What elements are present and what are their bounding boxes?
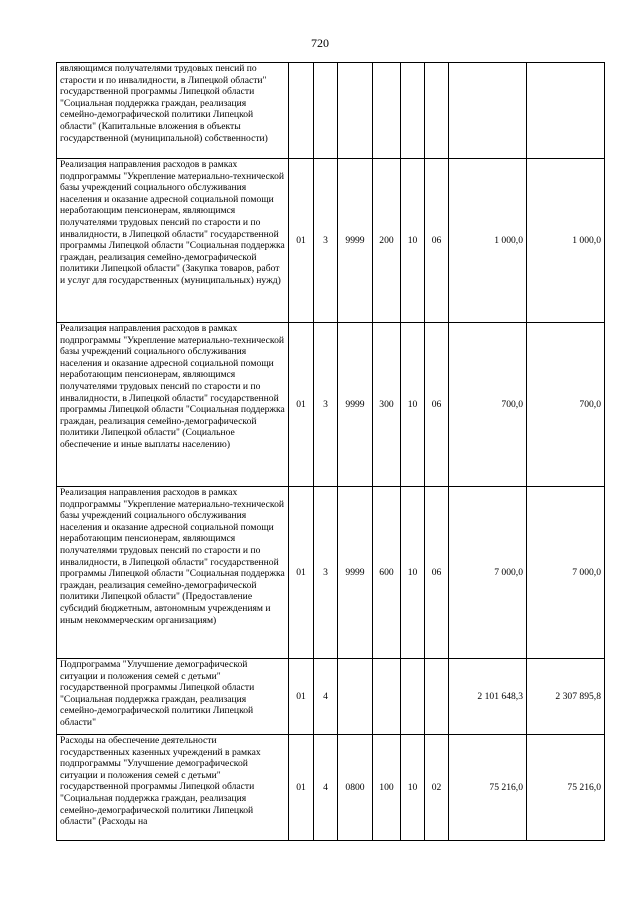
code-section: 10 xyxy=(401,159,425,323)
code-subsection xyxy=(425,63,449,159)
table-row xyxy=(57,487,605,659)
code-subprogram xyxy=(314,63,338,159)
code-direction xyxy=(338,659,373,735)
code-subsection: 06 xyxy=(425,323,449,487)
amount-year-2: 2 307 895,8 xyxy=(527,659,605,735)
code-subsection: 06 xyxy=(425,159,449,323)
code-subsection: 06 xyxy=(425,487,449,659)
code-direction: 9999 xyxy=(338,159,373,323)
code-expense-type: 300 xyxy=(373,323,401,487)
code-section: 10 xyxy=(401,323,425,487)
amount-year-1: 2 101 648,3 xyxy=(449,659,527,735)
row-description: Реализация направления расходов в рамках подпрограммы "Укрепление материально-технической базы учреждений социального обслуживания населения и оказание адресной социальной помощи неработающим пенсионерам, являющимся получателями трудовых пенсий по старости и по инвалидности, в Липецкой области" государственной программы Липецкой области "Социальная поддержка граждан, реализация семейно-демографической политики Липецкой области" (Предоставление субсидий бюджетным, автономным учреждениям и иным некоммерческим организациям) xyxy=(57,487,289,659)
table-row xyxy=(57,63,605,159)
code-direction xyxy=(338,63,373,159)
amount-year-2: 1 000,0 xyxy=(527,159,605,323)
code-subprogram: 4 xyxy=(314,735,338,841)
budget-table xyxy=(56,62,605,841)
table-row xyxy=(57,159,605,323)
code-direction: 9999 xyxy=(338,323,373,487)
amount-year-1: 700,0 xyxy=(449,323,527,487)
code-expense-type xyxy=(373,659,401,735)
code-expense-type: 600 xyxy=(373,487,401,659)
amount-year-1: 75 216,0 xyxy=(449,735,527,841)
code-direction: 9999 xyxy=(338,487,373,659)
code-section: 10 xyxy=(401,487,425,659)
amount-year-2: 7 000,0 xyxy=(527,487,605,659)
amount-year-1: 7 000,0 xyxy=(449,487,527,659)
row-description: Подпрограмма "Улучшение демографической ситуации и положения семей с детьми" государственной программы Липецкой области "Социальная поддержка граждан, реализация семейно-демографической политики Липецкой области" xyxy=(57,659,289,735)
amount-year-1 xyxy=(449,63,527,159)
amount-year-2: 700,0 xyxy=(527,323,605,487)
code-subprogram: 3 xyxy=(314,159,338,323)
amount-year-1: 1 000,0 xyxy=(449,159,527,323)
code-section xyxy=(401,659,425,735)
code-subprogram: 3 xyxy=(314,323,338,487)
code-program: 01 xyxy=(289,323,314,487)
code-direction: 0800 xyxy=(338,735,373,841)
code-subsection xyxy=(425,659,449,735)
code-section xyxy=(401,63,425,159)
row-description: Расходы на обеспечение деятельности государственных казенных учреждений в рамках подпрограммы "Улучшение демографической ситуации и положения семей с детьми" государственной программы Липецкой области "Социальная поддержка граждан, реализация семейно-демографической политики Липецкой области" (Расходы на xyxy=(57,735,289,841)
code-section: 10 xyxy=(401,735,425,841)
code-program: 01 xyxy=(289,487,314,659)
page-number: 720 xyxy=(311,36,329,50)
row-description: Реализация направления расходов в рамках подпрограммы "Укрепление материально-технической базы учреждений социального обслуживания населения и оказание адресной социальной помощи неработающим пенсионерам, являющимся получателями трудовых пенсий по старости и по инвалидности, в Липецкой области" государственной программы Липецкой области "Социальная поддержка граждан, реализация семейно-демографической политики Липецкой области" (Закупка товаров, работ и услуг для государственных (муниципальных) нужд) xyxy=(57,159,289,323)
code-program: 01 xyxy=(289,659,314,735)
code-subsection: 02 xyxy=(425,735,449,841)
amount-year-2: 75 216,0 xyxy=(527,735,605,841)
table-row xyxy=(57,323,605,487)
code-program: 01 xyxy=(289,735,314,841)
code-subprogram: 4 xyxy=(314,659,338,735)
table-row xyxy=(57,659,605,735)
code-subprogram: 3 xyxy=(314,487,338,659)
code-expense-type: 100 xyxy=(373,735,401,841)
row-description: являющимся получателями трудовых пенсий по старости и по инвалидности, в Липецкой области" государственной программы Липецкой области "Социальная поддержка граждан, реализация семейно-демографической политики Липецкой области" (Капитальные вложения в объекты государственной (муниципальной) собственности) xyxy=(57,63,289,159)
amount-year-2 xyxy=(527,63,605,159)
code-expense-type: 200 xyxy=(373,159,401,323)
table-row xyxy=(57,735,605,841)
code-program: 01 xyxy=(289,159,314,323)
code-expense-type xyxy=(373,63,401,159)
code-program xyxy=(289,63,314,159)
row-description: Реализация направления расходов в рамках подпрограммы "Укрепление материально-технической базы учреждений социального обслуживания населения и оказание адресной социальной помощи неработающим пенсионерам, являющимся получателями трудовых пенсий по старости и по инвалидности, в Липецкой области" государственной программы Липецкой области "Социальная поддержка граждан, реализация семейно-демографической политики Липецкой области" (Социальное обеспечение и иные выплаты населению) xyxy=(57,323,289,487)
